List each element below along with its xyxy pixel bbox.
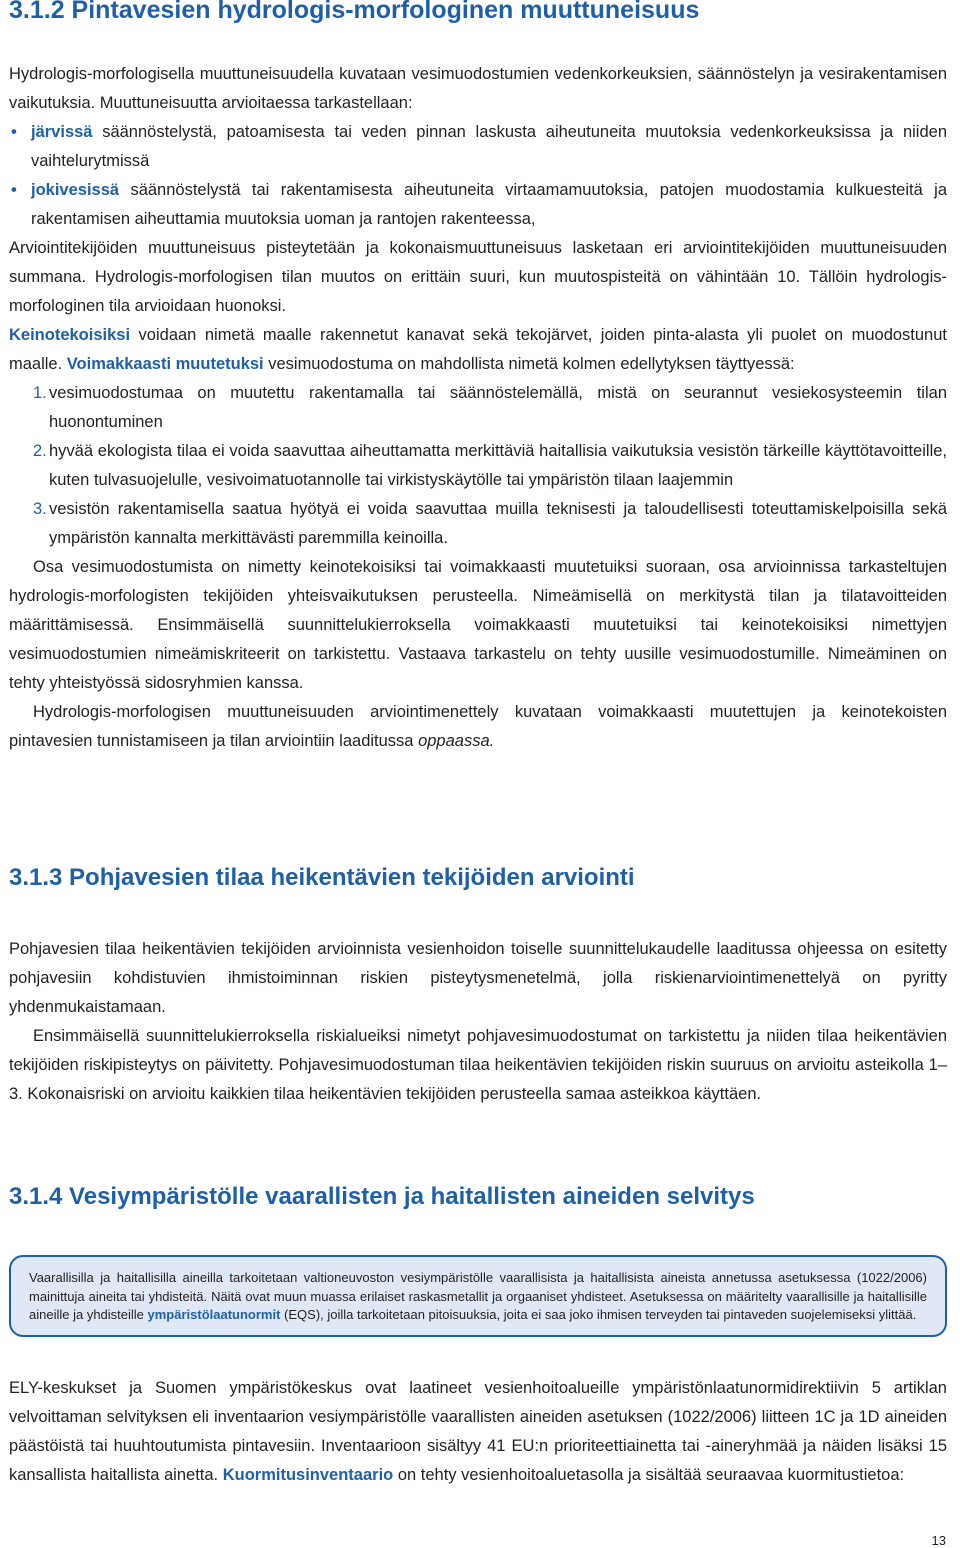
condition-number: 2. — [33, 442, 47, 460]
section-314-body — [9, 1374, 947, 1490]
bullet-dot-icon: • — [11, 181, 17, 199]
para-inventory — [9, 1374, 947, 1490]
section-313-title: 3.1.3 Pohjavesien tilaa heikentävien tekijöiden arviointi — [9, 864, 635, 891]
bullet-text: säännöstelystä tai rakentamisesta aiheutuneita virtaamamuutoksia, patojen muodostamia kulkuesteitä ja rakentamisen aiheuttamia muutoksia uoman ja rantojen rakenteessa, — [31, 181, 947, 228]
heavily-text: vesimuodostuma on mahdollista nimetä kolmen edellytyksen täyttyessä: — [263, 355, 795, 373]
info-box-text-end: (EQS), joilla tarkoitetaan pitoisuuksia, joita ei saa joko ihmisen terveyden tai pintaveden suojelemiseksi ylittää. — [280, 1307, 917, 1322]
inventory-text: ELY-keskukset ja Suomen ympäristökeskus ovat laatineet vesienhoitoalueille ympäristönlaatunormidirektiivin 5 artiklan velvoittaman selvityksen eli inventaarion vesiympäristölle vaarallisten aineiden asetuksen (1022/2006) liitteen 1C ja 1D aineiden päästöistä tai huuhtoutumista pintavesiin. Inventaarioon sisältyy 41 EU:n prioriteettiainetta tai -aineryhmää ja näiden lisäksi 15 kansallista haitallista ainetta. — [9, 1379, 947, 1484]
guide-link-text: oppaassa. — [418, 732, 495, 750]
section-312-body — [9, 60, 947, 756]
page-number: 13 — [931, 1533, 946, 1548]
section-312-intro: Hydrologis-morfologisella muuttuneisuudella kuvataan vesimuodostumien vedenkorkeuksien, säännöstelyn ja vesirakentamisen vaikutuksia. Muuttuneisuutta arvioitaessa tarkastellaan: — [9, 65, 947, 112]
condition-number: 1. — [33, 384, 47, 402]
term-artificial: Keinotekoisiksi — [9, 326, 131, 344]
section-312-title: 3.1.2 Pintavesien hydrologis-morfologinen muuttuneisuus — [9, 0, 700, 24]
guide-text: Hydrologis-morfologisen muuttuneisuuden arviointimenettely kuvataan voimakkaasti muutettujen ja keinotekoisten pintavesien tunnistamiseen ja tilan arviointiin laaditussa — [9, 703, 947, 750]
condition-item — [9, 437, 947, 495]
bullet-dot-icon: • — [11, 123, 17, 141]
bullet-lakes — [9, 118, 947, 176]
para-naming: Osa vesimuodostumista on nimetty keinotekoisiksi tai voimakkaasti muutetuiksi suoraan, osa arvioinnissa tarkasteltujen hydrologis-morfologisten tekijöiden yhteisvaikutuksen perusteella. Nimeämisellä on merkitystä tilan ja tilatavoitteiden määrittämisessä. Ensimmäisellä suunnittelukierroksella voimakkaasti muutetuiksi tai keinotekoisiksi nimettyjen vesimuodostumien nimeämiskriteerit on tarkistettu. Vastaava tarkastelu on tehty uusille vesimuodostumille. Nimeäminen on tehty yhteistyössä sidosryhmien kanssa. — [9, 558, 947, 692]
para-guide — [9, 698, 947, 756]
para-313-1: Pohjavesien tilaa heikentävien tekijöiden arvioinnista vesienhoidon toiselle suunnittelukaudelle laaditussa ohjeessa on esitetty pohjavesiin kohdistuvien ihmistoiminnan riskien pisteytysmenetelmä, jolla riskienarviointimenettelyä on pyritty yhdenmukaistamaan. — [9, 940, 947, 1016]
section-313-body — [9, 935, 947, 1109]
condition-text: vesimuodostumaa on muutettu rakentamalla tai säännöstelemällä, mistä on seurannut vesiekosysteemin tilan huonontuminen — [49, 384, 947, 431]
inventory-text-end: on tehty vesienhoitoaluetasolla ja sisältää seuraavaa kuormitustietoa: — [393, 1466, 905, 1484]
term-eqs: ympäristölaatunormit — [147, 1307, 281, 1322]
condition-item — [9, 495, 947, 553]
bullet-rivers — [9, 176, 947, 234]
info-box-text: Vaarallisilla ja haitallisilla aineilla tarkoitetaan valtioneuvoston vesiympäristölle vaarallisista ja haitallisista aineista annetussa asetuksessa (1022/2006) mainittuja aineita tai yhdisteitä. Näitä ovat muun muassa erilaiset raskasmetallit ja orgaaniset yhdisteet. Asetuksessa on määritelty vaarallisille ja haitallisille aineille ja yhdisteille — [29, 1270, 927, 1322]
term-heavily-modified: Voimakkaasti muutetuksi — [66, 355, 264, 373]
para-313-2: Ensimmäisellä suunnittelukierroksella riskialueiksi nimetyt pohjavesimuodostumat on tarkistettu ja niiden tilaa heikentävien tekijöiden riskipisteytys on päivitetty. Pohjavesimuodostuman tilaa heikentävien tekijöiden riskin suuruus on arvioitu asteikolla 1–3. Kokonaisriski on arvioitu kaikkien tilaa heikentävien tekijöiden perusteella samaa asteikkoa käyttäen. — [9, 1027, 947, 1103]
bullet-term: järvissä — [31, 123, 93, 141]
artificial-text: voidaan nimetä maalle rakennetut kanavat sekä tekojärvet, joiden pinta-alasta yli puolet on muodostunut maalle. — [9, 326, 947, 373]
condition-number: 3. — [33, 500, 47, 518]
condition-item — [9, 379, 947, 437]
para-scoring: Arviointitekijöiden muuttuneisuus pisteytetään ja kokonaismuuttuneisuus lasketaan eri arviointitekijöiden muuttuneisuuden summana. Hydrologis-morfologisen tilan muutos on erittäin suuri, kun muutospisteitä on vähintään 10. Tällöin hydrologis-morfologinen tila arvioidaan huonoksi. — [9, 239, 947, 315]
info-box — [9, 1255, 947, 1337]
term-load-inventory: Kuormitusinventaario — [222, 1466, 394, 1484]
bullet-term: jokivesissä — [31, 181, 120, 199]
para-designation — [9, 321, 947, 379]
bullet-text: säännöstelystä, patoamisesta tai veden pinnan laskusta aiheutuneita muutoksia vedenkorkeuksissa ja niiden vaihtelurytmissä — [31, 123, 947, 170]
section-314-title: 3.1.4 Vesiympäristölle vaarallisten ja haitallisten aineiden selvitys — [9, 1183, 755, 1210]
condition-text: hyvää ekologista tilaa ei voida saavuttaa aiheuttamatta merkittäviä haitallisia vaikutuksia vesistön tärkeille käyttötavoitteille, kuten tulvasuojelulle, vesivoimatuotannolle tai virkistyskäytölle tai ympäristön tilaan laajemmin — [49, 442, 947, 489]
condition-text: vesistön rakentamisella saatua hyötyä ei voida saavuttaa muilla teknisesti ja taloudellisesti toteuttamiskelpoisilla sekä ympäristön kannalta merkittävästi paremmilla keinoilla. — [49, 500, 947, 547]
